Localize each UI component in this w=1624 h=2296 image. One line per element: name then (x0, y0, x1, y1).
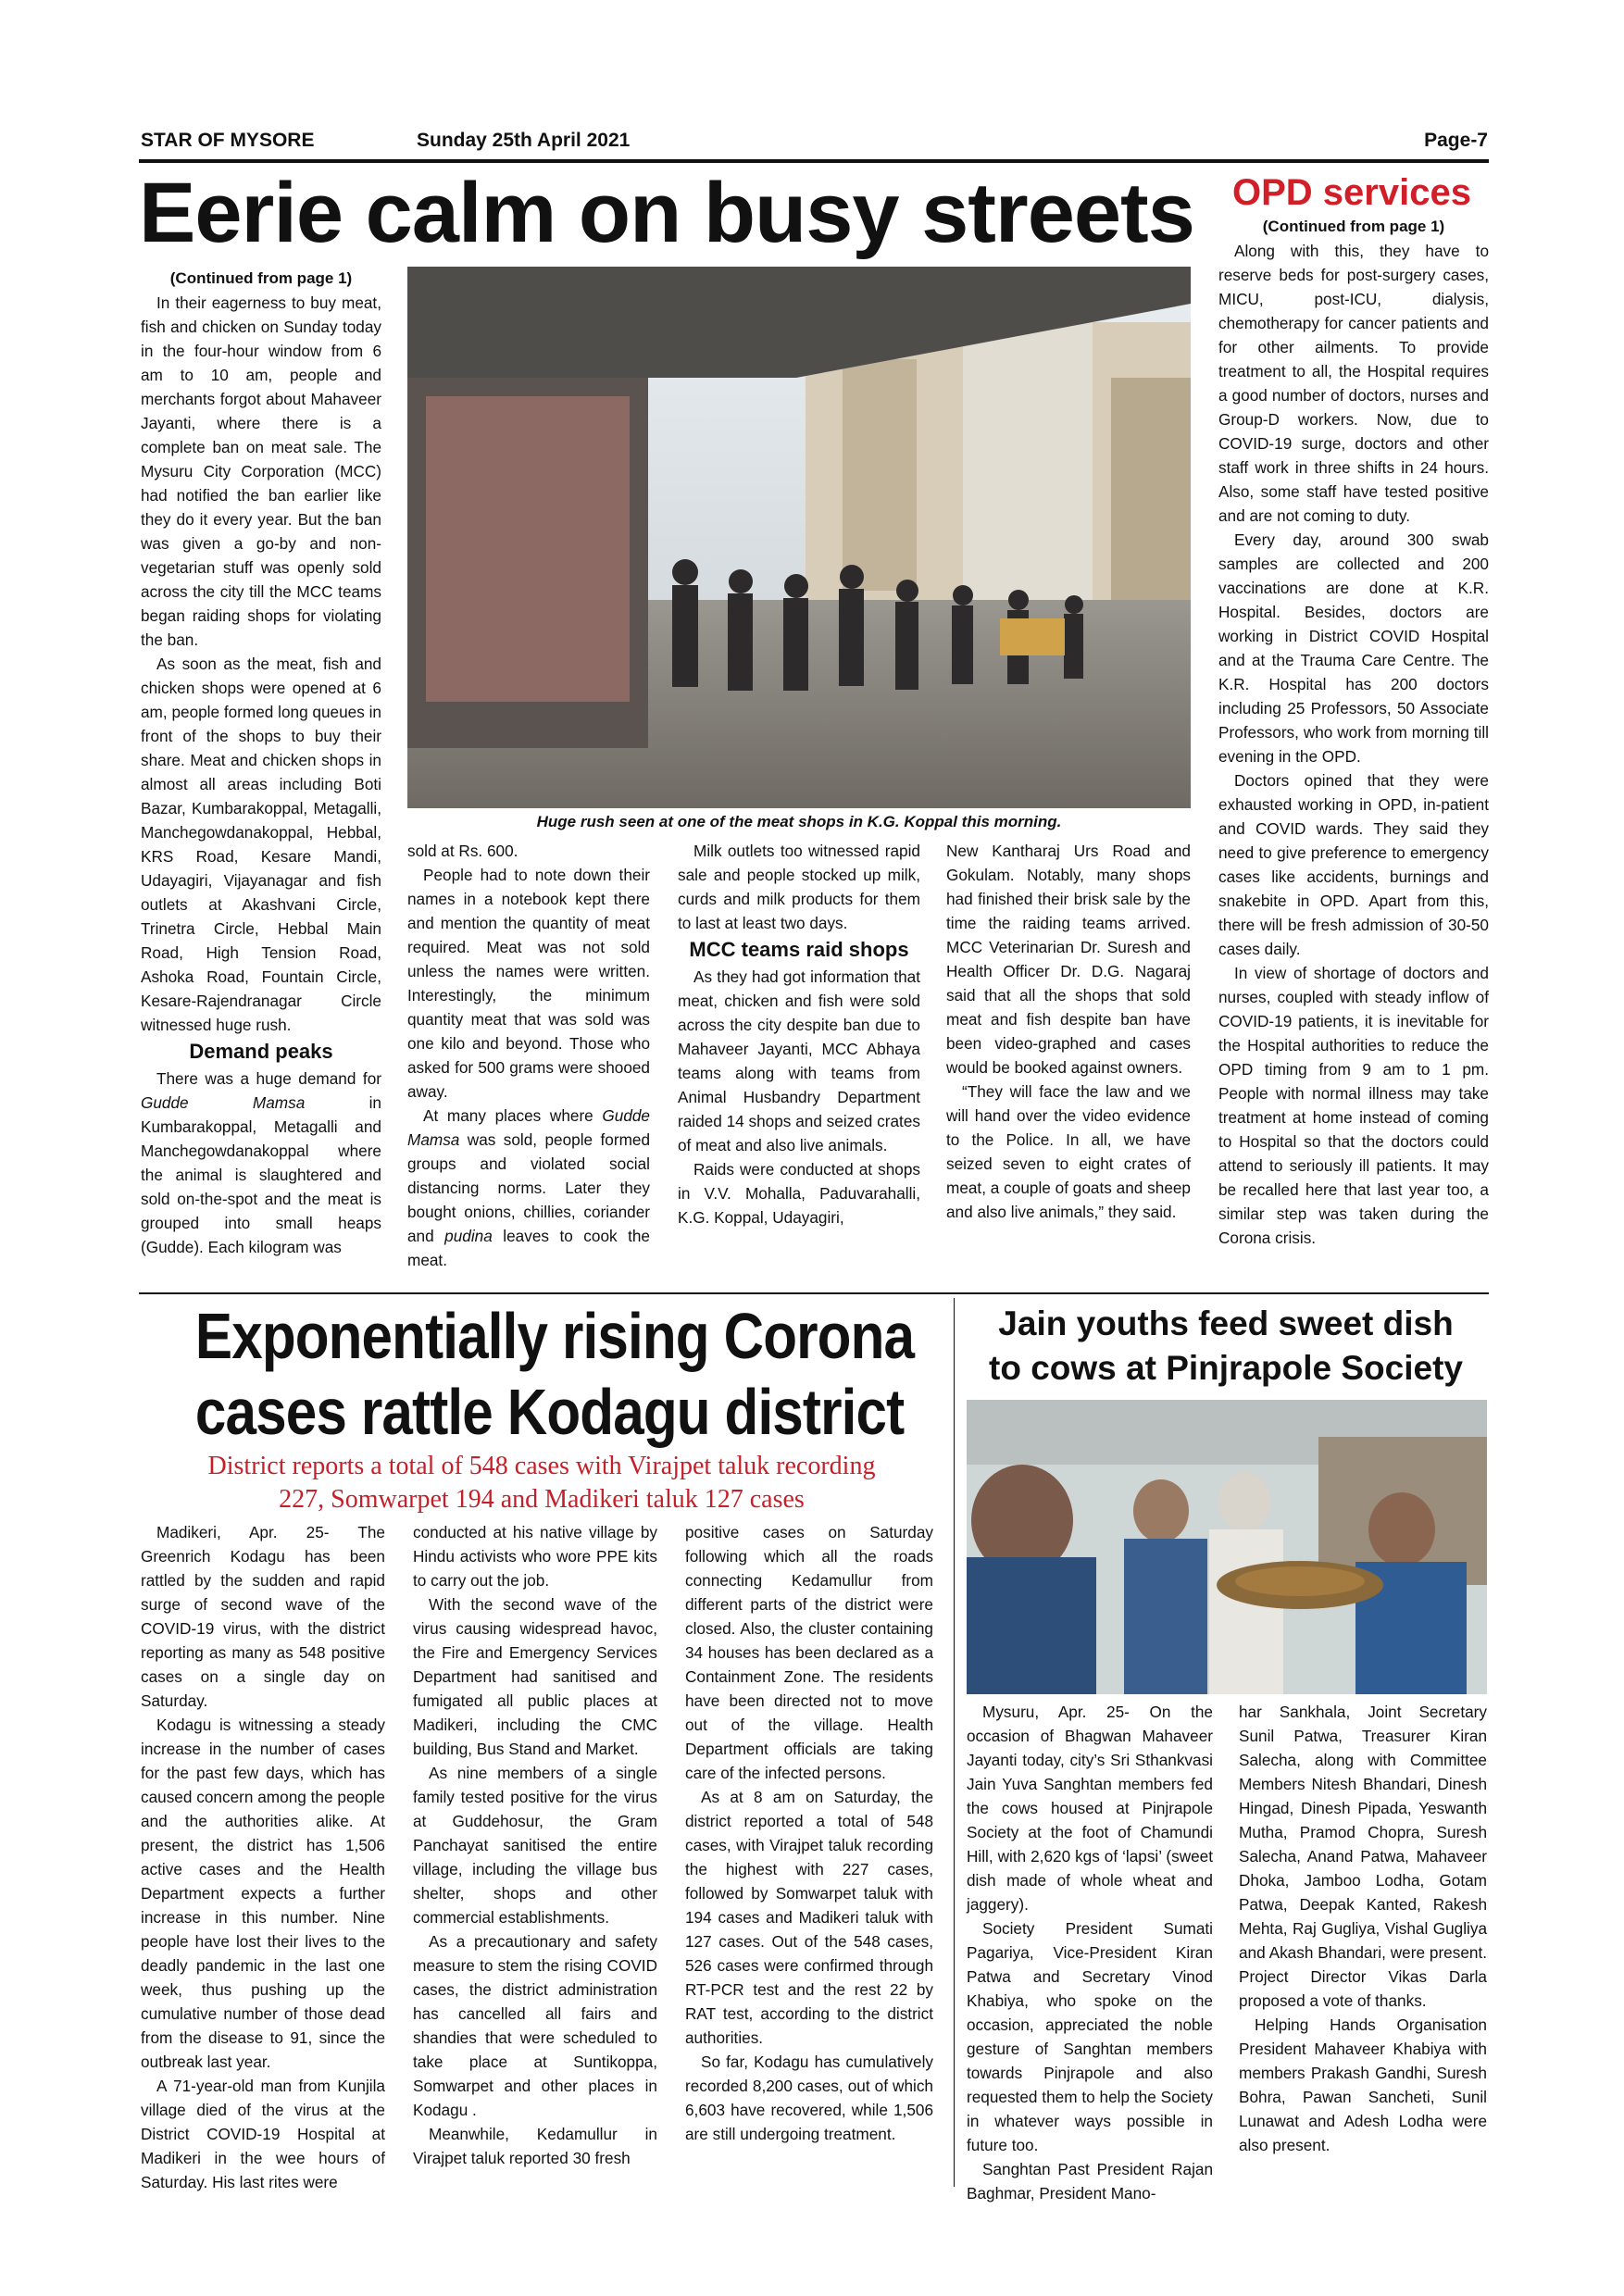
opd-headline: OPD services (1232, 172, 1471, 213)
kodagu-deck-line1: District reports a total of 548 cases with Virajpet taluk recording (207, 1452, 876, 1480)
paragraph: As soon as the meat, fish and chicken shops were opened at 6 am, people formed long queues in front of the shops to buy their share. Meat and chicken shops in almost all areas including Boti Bazar, Kumbarakoppal, Metagalli, Manchegowdanakoppal, Hebbal, KRS Road, Kesare Mandi, Udayagiri, Vijayanagar and fish outlets at Akashvani Circle, Trinetra Circle, Hebbal Main Road, High Tension Road, Ashoka Road, Fountain Circle, Kesare-Rajendranagar Circle witnessed huge rush. (141, 655, 381, 1034)
paragraph: Raids were conducted at shops in V.V. Mohalla, Paduvarahalli, K.G. Koppal, Udayagiri, (678, 1160, 920, 1227)
paragraph: A 71-year-old man from Kunjila village died of the virus at the District COVID-19 Hospital at Madikeri in the wee hours of Saturday. His last rites were (141, 2077, 385, 2191)
paragraph: Sanghtan Past President Rajan Baghmar, President Mano- (967, 2160, 1213, 2202)
kodagu-headline-line2: cases rattle Kodagu district (194, 1376, 905, 1448)
continued-note: (Continued from page 1) (1262, 218, 1445, 235)
opd-column (1218, 215, 1489, 1250)
subheading-mcc-teams: MCC teams raid shops (689, 938, 909, 961)
paragraph: At many places where Gudde Mamsa was sold, people formed groups and violated social distancing norms. Later they bought onions, chillies, coriander and pudina leaves to cook the meat. (407, 1106, 650, 1269)
paragraph: Kodagu is witnessing a steady increase in the number of cases for the past few days, which has caused concern among the people and the authorities alike. At present, the district has 1,506 active cases and the Health Department expects a further increase in this number. Nine people have lost their lives to the deadly pandemic in the last one week, thus pushing up the cumulative number of those dead from the disease to 91, since the outbreak last year. (141, 1716, 385, 2071)
column-divider (954, 1298, 955, 2187)
issue-date: Sunday 25th April 2021 (417, 130, 631, 151)
eerie-column-3 (678, 839, 920, 1229)
paragraph: In their eagerness to buy meat, fish and chicken on Sunday today in the four-hour window from 6 am to 10 am, people and merchants forgot about Mahaveer Jayanti, where there is a complete ban on meat sale. The Mysuru City Corporation (MCC) had notified the ban earlier like they do it every year. But the ban was given a go-by and non-vegetarian stuff was openly sold across the city till the MCC teams began raiding shops for violating the ban. (141, 293, 381, 649)
eerie-headline: Eerie calm on busy streets (139, 166, 1194, 260)
paragraph: Society President Sumati Pagariya, Vice-President Kiran Patwa and Secretary Vinod Khabiya, who spoke on the occasion, appreciated the noble gesture of Sanghtan members towards Pinjrapole and also requested them to help the Society in whatever ways possible in future too. (967, 1919, 1213, 2154)
paragraph: Helping Hands Organisation President Mahaveer Khabiya with members Prakash Gandhi, Suresh Bohra, Pawan Sancheti, Sunil Lunawat and Adesh Lodha were also present. (1239, 2015, 1487, 2154)
paragraph: Doctors opined that they were exhausted working in OPD, in-patient and COVID wards. They said they need to give preference to emergency cases like accidents, burnings and snakebite in OPD. Apart from this, there will be fresh admission of 30-50 cases daily. (1218, 771, 1489, 958)
paragraph: As they had got information that meat, chicken and fish were sold across the city despite ban due to Mahaveer Jayanti, MCC Abhaya teams along with teams from Animal Husbandry Department raided 14 shops and seized crates of meat and also live animals. (678, 967, 920, 1154)
paper-name: STAR OF MYSORE (141, 130, 315, 151)
jain-column-2 (1239, 1700, 1487, 2157)
paragraph: With the second wave of the virus causing widespread havoc, the Fire and Emergency Services Department had sanitised and fumigated all public places at Madikeri, including the CMC building, Bus Stand and Market. (413, 1595, 657, 1758)
paragraph: New Kantharaj Urs Road and Gokulam. Notably, many shops had finished their brisk sale by the time the raiding teams arrived. MCC Veterinarian Dr. Suresh and Health Officer Dr. D.G. Nagaraj said that all the shops that sold meat and fish despite ban have been video-graphed and cases would be booked against owners. (946, 842, 1191, 1077)
kodagu-headline-line1: Exponentially rising Corona (194, 1300, 915, 1372)
paragraph: So far, Kodagu has cumulatively recorded 8,200 cases, out of which 6,603 have recovered, while 1,506 are still undergoing treatment. (685, 2053, 933, 2143)
jain-headline-line2: to cows at Pinjrapole Society (989, 1349, 1463, 1387)
paragraph: har Sankhala, Joint Secretary Sunil Patwa, Treasurer Kiran Salecha, along with Committee Members Nitesh Bhandari, Dinesh Hingad, Dinesh Pipada, Yeswanth Mutha, Pramod Chopra, Suresh Salecha, Anand Patwa, Mahaveer Dhoka, Jamboo Lodha, Gotam Patwa, Deepak Kanted, Rakesh Mehta, Raj Gugliya, Vishal Gugliya and Akash Bhandari, were present. Project Director Vikas Darla proposed a vote of thanks. (1239, 1703, 1487, 2010)
kodagu-column-2 (413, 1520, 657, 2170)
paragraph: In view of shortage of doctors and nurses, coupled with steady inflow of COVID-19 patients, it is inevitable for the Hospital authorities to reduce the OPD timing from 9 am to 1 pm. People with normal illness may take treatment at home instead of coming to Hospital so that the doctors could attend to seriously ill patients. It may be recalled here that last year too, a similar step was taken during the Corona crisis. (1218, 964, 1489, 1247)
photo-caption: Huge rush seen at one of the meat shops in K.G. Koppal this morning. (536, 813, 1062, 830)
paragraph: Madikeri, Apr. 25- The Greenrich Kodagu has been rattled by the sudden and rapid surge of second wave of the COVID-19 virus, with the district reporting as many as 548 positive cases on a single day on Saturday. (141, 1523, 385, 1710)
paragraph: sold at Rs. 600. (407, 842, 518, 860)
paragraph: Milk outlets too witnessed rapid sale and people stocked up milk, curds and milk products for them to last at least two days. (678, 842, 920, 932)
meat-shop-photo (407, 267, 1191, 808)
paragraph: As a precautionary and safety measure to stem the rising COVID cases, the district administration has cancelled all fairs and shandies that were scheduled to take place at Suntikoppa, Somwarpet and other places in Kodagu . (413, 1932, 657, 2119)
jain-headline-line1: Jain youths feed sweet dish (998, 1304, 1454, 1342)
eerie-column-2 (407, 839, 650, 1272)
kodagu-deck-line2: 227, Somwarpet 194 and Madikeri taluk 127 cases (279, 1485, 805, 1514)
eerie-column-1 (141, 267, 381, 1259)
section-divider (139, 1292, 1489, 1294)
paragraph: Mysuru, Apr. 25- On the occasion of Bhagwan Mahaveer Jayanti today, city’s Sri Sthankvasi Jain Yuva Sanghtan members fed the cows housed at Pinjrapole Society at the foot of Chamundi Hill, with 2,620 kgs of ‘lapsi’ (sweet dish made of whole wheat and jaggery). (967, 1703, 1213, 1914)
paragraph: People had to note down their names in a notebook kept there and mention the quantity of meat required. Meat was not sold unless the names were written. Interestingly, the minimum quantity meat that was sold was one kilo and beyond. Those who asked for 500 grams were shooed away. (407, 866, 650, 1101)
paragraph: “They will face the law and we will hand over the video evidence to the Police. In all, we have seized seven to eight crates of meat, a couple of goats and sheep and also live animals,” they said. (946, 1082, 1191, 1221)
eerie-column-4 (946, 839, 1191, 1224)
paragraph: conducted at his native village by Hindu activists who wore PPE kits to carry out the job. (413, 1523, 657, 1590)
paragraph: There was a huge demand for Gudde Mamsa in Kumbarakoppal, Metagalli and Manchegowdanakoppal where the animal is slaughtered and sold on-the-spot and the meat is grouped into small heaps (Gudde). Each kilogram was (141, 1069, 381, 1256)
jain-youths-photo (967, 1400, 1487, 1694)
paragraph: As nine members of a single family tested positive for the virus at Guddehosur, the Gram Panchayat sanitised the entire village, including the village bus shelter, shops and other commercial establishments. (413, 1764, 657, 1927)
subheading-demand-peaks: Demand peaks (189, 1040, 333, 1063)
continued-note: (Continued from page 1) (169, 269, 353, 287)
paragraph: Meanwhile, Kedamullur in Virajpet taluk reported 30 fresh (413, 2125, 657, 2167)
page-number: Page-7 (1424, 130, 1488, 151)
paragraph: positive cases on Saturday following which all the roads connecting Kedamullur from different parts of the district were closed. Also, the cluster containing 34 houses has been declared as a Containment Zone. The residents have been directed not to move out of the village. Health Department officials are taking care of the infected persons. (685, 1523, 933, 1782)
jain-column-1 (967, 1700, 1213, 2205)
paragraph: As at 8 am on Saturday, the district reported a total of 548 cases, with Virajpet taluk recording the highest with 227 cases, followed by Somwarpet taluk with 194 cases and Madikeri taluk with 127 cases. Out of the 548 cases, 526 cases were confirmed through RT-PCR test and the rest 22 by RAT test, according to the district authorities. (685, 1788, 933, 2047)
paragraph: Along with this, they have to reserve beds for post-surgery cases, MICU, post-ICU, dialysis, chemotherapy for cancer patients and for other ailments. To provide treatment to all, the Hospital requires a good number of doctors, nurses and Group-D workers. Now, due to COVID-19 surge, doctors and other staff work in three shifts in 24 hours. Also, some staff have tested positive and are not coming to duty. (1218, 242, 1489, 525)
kodagu-column-3 (685, 1520, 933, 2146)
kodagu-column-1 (141, 1520, 385, 2194)
paragraph: Every day, around 300 swab samples are collected and 200 vaccinations are done at K.R. Hospital. Besides, doctors are working in District COVID Hospital and at the Trauma Care Centre. The K.R. Hospital has 200 doctors including 25 Professors, 50 Associate Professors, who work from morning till evening in the OPD. (1218, 530, 1489, 766)
masthead-rule (139, 159, 1489, 163)
